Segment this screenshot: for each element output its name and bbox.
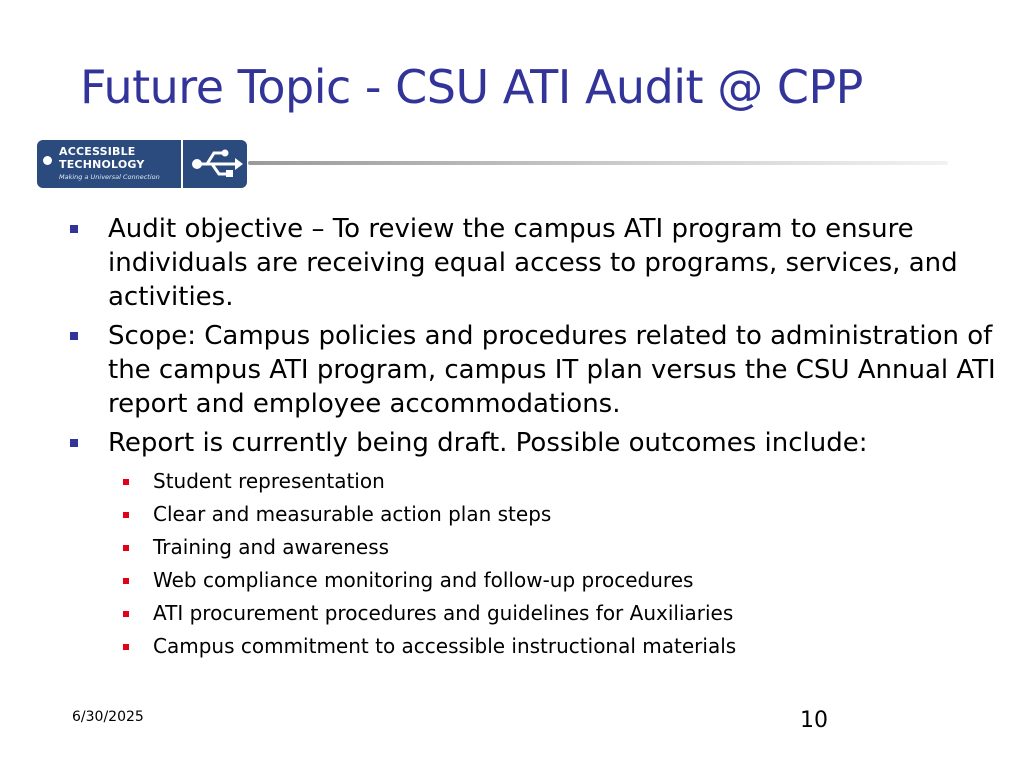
logo-dot-icon — [43, 156, 52, 165]
list-item — [108, 630, 1000, 663]
list-item — [108, 531, 1000, 564]
bullet-text: Scope: Campus policies and procedures related to administration of the campus ATI program, campus IT plan versus the CSU Annual ATI report and employee accommodations. — [108, 321, 996, 419]
logo-line-1: ACCESSIBLE — [59, 145, 136, 158]
bullet-report-status — [70, 426, 1000, 460]
slide-body — [70, 212, 1000, 663]
list-item — [108, 597, 1000, 630]
square-bullet-icon — [70, 439, 78, 447]
list-item — [108, 564, 1000, 597]
title-divider — [248, 161, 948, 165]
square-bullet-icon — [70, 225, 78, 233]
footer-date: 6/30/2025 — [72, 709, 144, 725]
slide-number: 10 — [800, 708, 828, 733]
square-bullet-icon — [123, 545, 129, 551]
outcomes-list — [108, 465, 1000, 663]
square-bullet-icon — [123, 479, 129, 485]
list-item-text: Web compliance monitoring and follow-up procedures — [153, 568, 694, 592]
square-bullet-icon — [123, 512, 129, 518]
logo-text-panel — [37, 140, 183, 188]
list-item-text: ATI procurement procedures and guidelines for Auxiliaries — [153, 601, 734, 625]
logo-icon-panel — [183, 140, 247, 188]
list-item-text: Training and awareness — [153, 535, 390, 559]
accessible-technology-logo — [37, 140, 247, 188]
bullet-text: Audit objective – To review the campus ATI program to ensure individuals are receiving equal access to programs, services, and activities. — [108, 214, 958, 312]
logo-tagline: Making a Universal Connection — [59, 173, 160, 181]
list-item-text: Student representation — [153, 469, 385, 493]
square-bullet-icon — [123, 611, 129, 617]
list-item — [108, 465, 1000, 498]
logo-line-2: TECHNOLOGY — [59, 158, 145, 171]
bullet-audit-objective — [70, 212, 1000, 314]
usb-icon — [183, 140, 247, 188]
list-item — [108, 498, 1000, 531]
square-bullet-icon — [123, 644, 129, 650]
square-bullet-icon — [70, 332, 78, 340]
bullet-text: Report is currently being draft. Possible outcomes include: — [108, 428, 868, 458]
list-item-text: Campus commitment to accessible instructional materials — [153, 634, 737, 658]
bullet-scope — [70, 319, 1000, 421]
list-item-text: Clear and measurable action plan steps — [153, 502, 552, 526]
square-bullet-icon — [123, 578, 129, 584]
slide-title: Future Topic - CSU ATI Audit @ CPP — [80, 60, 863, 114]
